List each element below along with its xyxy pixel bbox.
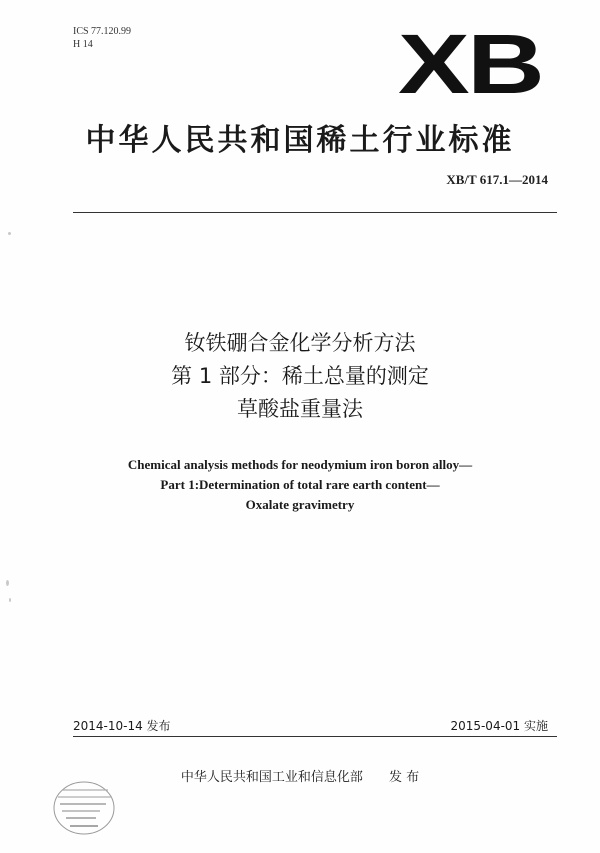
issue-date: 2014-10-14 发布 — [73, 719, 171, 733]
chinese-title-line-1: 钕铁硼合金化学分析方法 — [184, 331, 416, 355]
publisher-name: 中华人民共和国工业和信息化部 — [180, 770, 363, 785]
scan-speck — [6, 580, 9, 586]
publish-label: 发 布 — [388, 770, 420, 785]
english-title-line-1: Chemical analysis methods for neodymium iron boron alloy— — [127, 457, 473, 472]
scan-speck — [8, 232, 11, 235]
scan-speck — [9, 598, 11, 602]
chinese-title-line-3: 草酸盐重量法 — [237, 397, 363, 421]
distributor-stamp-icon — [48, 776, 124, 840]
ics-code: ICS 77.120.99 — [73, 26, 132, 37]
xb-logo: XB — [398, 17, 543, 111]
standard-category-title: 中华人民共和国稀土行业标准 — [85, 123, 515, 158]
standard-number: XB/T 617.1—2014 — [446, 172, 548, 187]
top-divider — [73, 212, 557, 213]
implementation-date: 2015-04-01 实施 — [450, 719, 548, 733]
english-title — [0, 455, 600, 515]
chinese-title — [0, 327, 600, 426]
ccs-code: H 14 — [73, 39, 93, 50]
english-title-line-2: Part 1:Determination of total rare earth content— — [160, 477, 440, 492]
english-title-line-3: Oxalate gravimetry — [245, 497, 355, 512]
bottom-divider — [73, 736, 557, 737]
chinese-title-line-2: 第 1 部分：稀土总量的测定 — [171, 364, 429, 388]
classification-codes — [73, 25, 131, 51]
